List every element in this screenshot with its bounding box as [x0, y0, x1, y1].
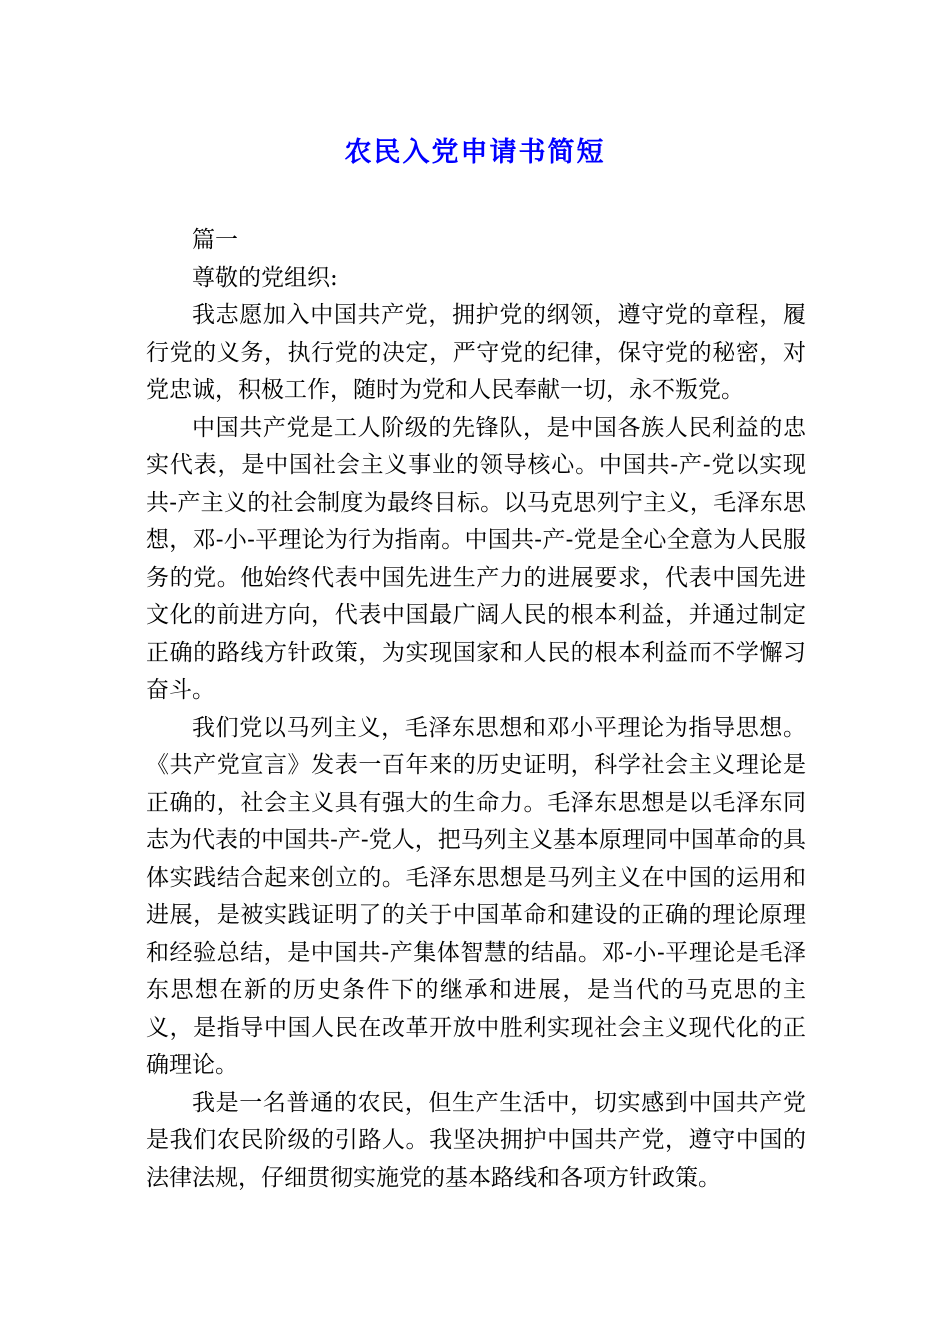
document-body: [146, 222, 806, 1197]
paragraph-4: 我是一名普通的农民，但生产生活中，切实感到中国共产党是我们农民阶级的引路人。我坚决拥护中国共产党，遵守中国的法律法规，仔细贯彻实施党的基本路线和各项方针政策。: [146, 1089, 806, 1191]
paragraph-3: 我们党以马列主义，毛泽东思想和邓小平理论为指导思想。《共产党宣言》发表一百年来的历史证明，科学社会主义理论是正确的，社会主义具有强大的生命力。毛泽东思想是以毛泽东同志为代表的中国共-产-党人，把马列主义基本原理同中国革命的具体实践结合起来创立的。毛泽东思想是马列主义在中国的运用和进展，是被实践证明了的关于中国革命和建设的正确的理论原理和经验总结，是中国共-产集体智慧的结晶。邓-小-平理论是毛泽东思想在新的历史条件下的继承和进展，是当代的马克思的主义，是指导中国人民在改革开放中胜利实现社会主义现代化的正确理论。: [146, 714, 806, 1078]
section-label: 篇一: [192, 227, 238, 253]
document-title: 农民入党申请书简短: [344, 137, 606, 168]
paragraph-2: 中国共产党是工人阶级的先锋队，是中国各族人民利益的忠实代表，是中国社会主义事业的领导核心。中国共-产-党以实现共-产主义的社会制度为最终目标。以马克思列宁主义，毛泽东思想，邓-小-平理论为行为指南。中国共-产-党是全心全意为人民服务的党。他始终代表中国先进生产力的进展要求，代表中国先进文化的前进方向，代表中国最广阔人民的根本利益，并通过制定正确的路线方针政策，为实现国家和人民的根本利益而不学懈习奋斗。: [146, 414, 806, 703]
paragraph-1: 我志愿加入中国共产党，拥护党的纲领，遵守党的章程，履行党的义务，执行党的决定，严守党的纪律，保守党的秘密，对党忠诚，积极工作，随时为党和人民奉献一切，永不叛党。: [146, 302, 806, 403]
salutation: 尊敬的党组织:: [192, 264, 338, 291]
